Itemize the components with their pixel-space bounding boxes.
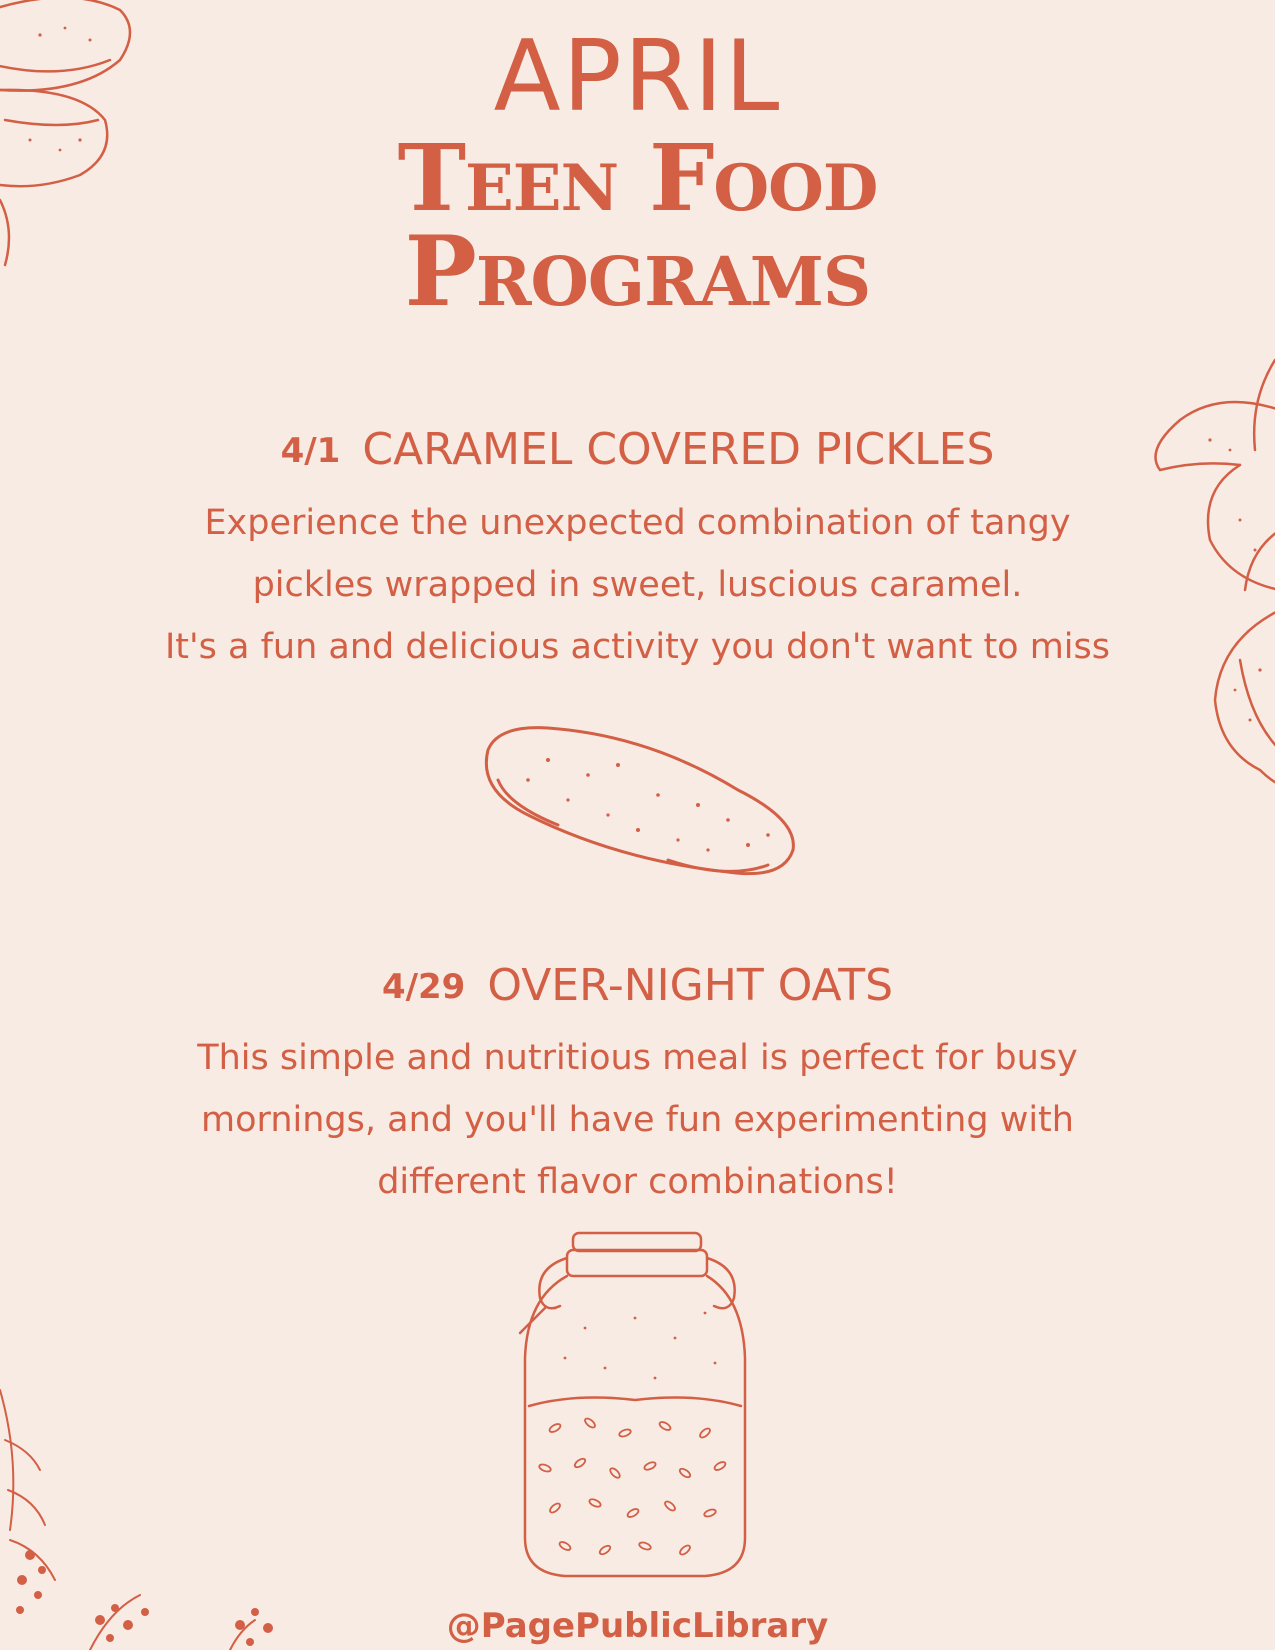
event-heading-1 bbox=[0, 424, 1275, 475]
mason-jar-icon bbox=[515, 1228, 755, 1588]
event-date: 4/29 bbox=[381, 967, 466, 1007]
description-line: pickles wrapped in sweet, luscious caramel. bbox=[252, 565, 1023, 605]
event-date: 4/1 bbox=[280, 431, 341, 471]
pickle-icon bbox=[468, 720, 808, 890]
event-description-1 bbox=[0, 492, 1275, 678]
description-line: mornings, and you'll have fun experimenting with bbox=[201, 1100, 1074, 1140]
description-line: It's a fun and delicious activity you don't want to miss bbox=[164, 627, 1111, 667]
event-title: CARAMEL COVERED PICKLES bbox=[362, 424, 995, 475]
title-month: APRIL bbox=[493, 20, 782, 134]
social-handle: @PagePublicLibrary bbox=[446, 1606, 829, 1646]
description-line: different flavor combinations! bbox=[377, 1162, 898, 1202]
event-title: OVER-NIGHT OATS bbox=[487, 960, 894, 1011]
title-line-2: Programs bbox=[404, 215, 871, 328]
event-heading-2 bbox=[0, 960, 1275, 1011]
event-description-2 bbox=[0, 1027, 1275, 1213]
description-line: This simple and nutritious meal is perfect for busy bbox=[197, 1038, 1078, 1078]
title-line-1: Teen Food bbox=[397, 124, 878, 232]
description-line: Experience the unexpected combination of tangy bbox=[204, 503, 1071, 543]
